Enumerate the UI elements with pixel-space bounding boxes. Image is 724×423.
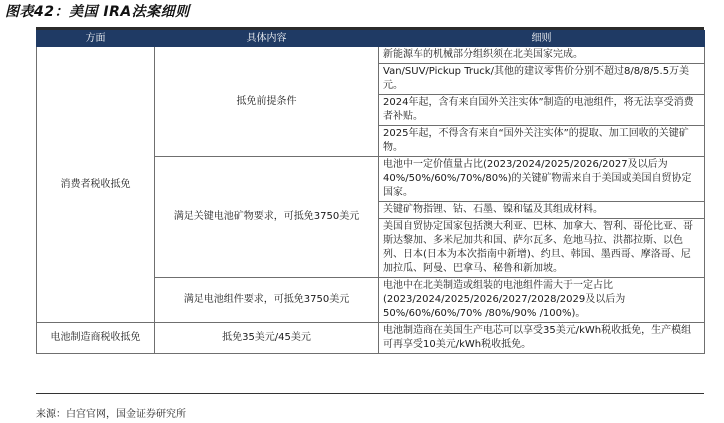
header-content: 具体内容 <box>155 31 379 47</box>
detail-cell: 电池制造商在美国生产电芯可以享受35美元/kWh税收抵免，生产模组可再享受10美元/kWh税收抵免。 <box>379 323 705 354</box>
table-row <box>37 47 705 64</box>
detail-cell: 电池中在北美制造或组装的电池组件需大于一定占比(2023/2024/2025/2026/2027/2028/2029及以后为50%/60%/60%/70% /80%/90% /100%)。 <box>379 278 705 323</box>
aspect-consumer-cell: 消费者税收抵免 <box>37 47 155 323</box>
detail-cell: 关键矿物指锂、钴、石墨、镍和锰及其组成材料。 <box>379 202 705 219</box>
detail-cell: 新能源车的机械部分组织须在北美国家完成。 <box>379 47 705 64</box>
detail-cell: Van/SUV/Pickup Truck/其他的建议零售价分别不超过8/8/8/5.5万美元。 <box>379 64 705 95</box>
content-manufacturer-cell: 抵免35美元/45美元 <box>155 323 379 354</box>
header-detail: 细则 <box>379 31 705 47</box>
content-minerals-cell: 满足关键电池矿物要求，可抵免3750美元 <box>155 157 379 278</box>
figure-title: 图表42：美国 IRA法案细则 <box>5 4 190 20</box>
table-header-row <box>37 31 705 47</box>
detail-cell: 2024年起，含有来自国外关注实体”制造的电池组件，将无法享受消费者补贴。 <box>379 95 705 126</box>
ira-rules-table <box>36 30 705 354</box>
header-aspect: 方面 <box>37 31 155 47</box>
detail-cell: 2025年起，不得含有来自“国外关注实体”的提取、加工回收的关键矿物。 <box>379 126 705 157</box>
detail-cell: 美国自贸协定国家包括澳大利亚、巴林、加拿大、智利、哥伦比亚、哥斯达黎加、多米尼加共和国、萨尔瓦多、危地马拉、洪都拉斯、以色列、日本(日本为本次指南中新增)、约旦、韩国、墨西哥、摩洛哥、尼加拉瓜、阿曼、巴拿马、秘鲁和新加坡。 <box>379 219 705 278</box>
source-note: 来源：白宫官网，国金证券研究所 <box>36 409 186 420</box>
bottom-rule <box>36 393 704 394</box>
table-row <box>37 323 705 354</box>
aspect-manufacturer-cell: 电池制造商税收抵免 <box>37 323 155 354</box>
content-prereq-cell: 抵免前提条件 <box>155 47 379 157</box>
detail-cell: 电池中一定价值量占比(2023/2024/2025/2026/2027及以后为40%/50%/60%/70%/80%)的关键矿物需来自于美国或美国自贸协定国家。 <box>379 157 705 202</box>
content-components-cell: 满足电池组件要求，可抵免3750美元 <box>155 278 379 323</box>
